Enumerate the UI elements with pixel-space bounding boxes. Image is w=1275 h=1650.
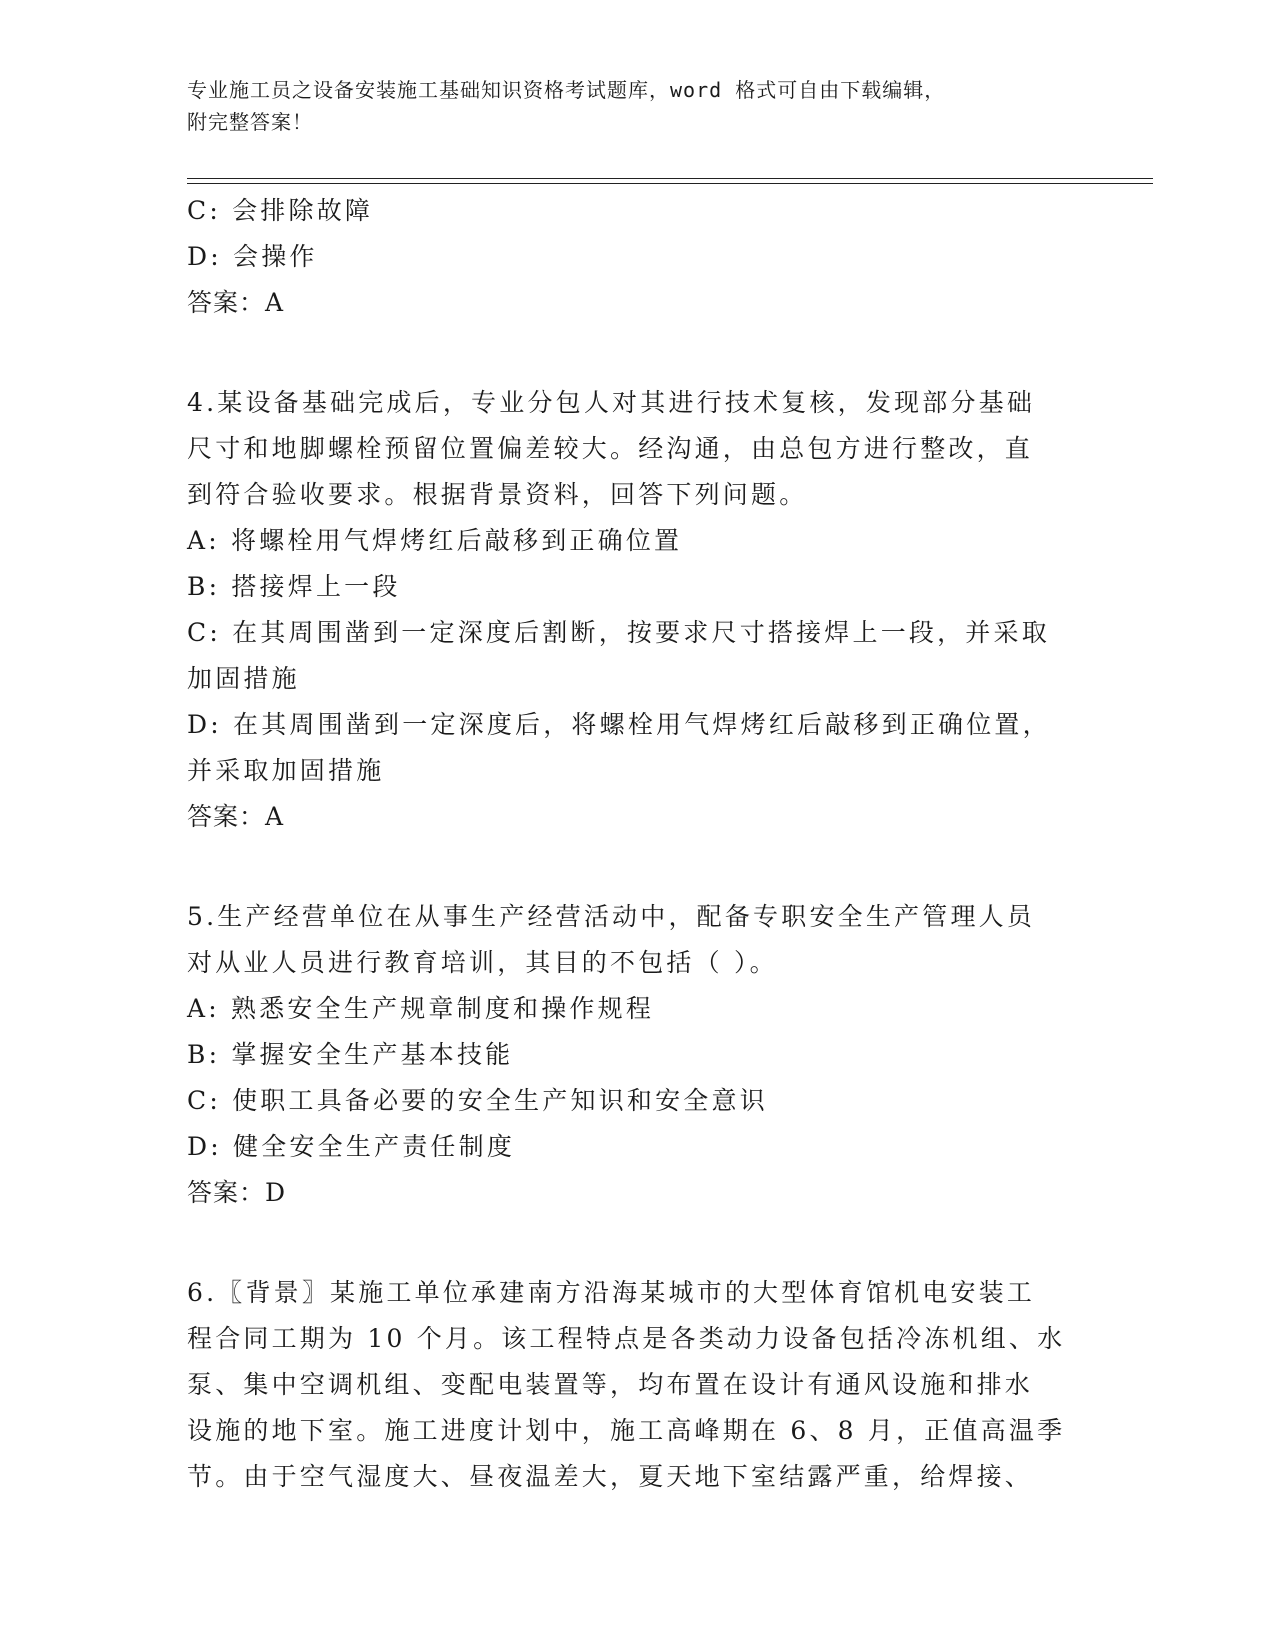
question-6 [187,1270,1087,1500]
header-title-line-1: 专业施工员之设备安装施工基础知识资格考试题库，word 格式可自由下载编辑， [187,78,946,102]
question-text-line: 泵、集中空调机组、变配电装置等，均布置在设计有通风设施和排水 [187,1370,1034,1399]
header-title-line-2: 附完整答案！ [187,110,313,134]
question-text-line: 到符合验收要求。根据背景资料，回答下列问题。 [187,480,808,509]
option-a: A: 熟悉安全生产规章制度和操作规程 [187,994,655,1023]
option-b: B: 掌握安全生产基本技能 [187,1040,514,1069]
option-d: D: 会操作 [187,242,318,271]
document-header [187,74,1067,138]
answer-label: 答案： [187,802,266,831]
question-text-line: 尺寸和地脚螺栓预留位置偏差较大。经沟通，由总包方进行整改，直 [187,434,1034,463]
option-a: A: 将螺栓用气焊烤红后敲移到正确位置 [187,526,683,555]
spacer [187,840,1087,894]
question-text-line: 5.生产经营单位在从事生产经营活动中，配备专职安全生产管理人员 [187,902,1036,931]
spacer [187,1216,1087,1270]
question-text-line: 程合同工期为 10 个月。该工程特点是各类动力设备包括冷冻机组、水 [187,1324,1066,1353]
question-text-line: 节。由于空气湿度大、昼夜温差大，夏天地下室结露严重，给焊接、 [187,1462,1034,1491]
answer-label: 答案： [187,288,266,317]
option-c: C: 在其周围凿到一定深度后割断，按要求尺寸搭接焊上一段，并采取 [187,618,1050,647]
answer-line [187,1170,1087,1216]
prev-question [187,188,1087,326]
question-text-line: 设施的地下室。施工进度计划中，施工高峰期在 6、8 月，正值高温季 [187,1416,1066,1445]
option-d: D: 在其周围凿到一定深度后，将螺栓用气焊烤红后敲移到正确位置， [187,710,1051,739]
question-text-line: 6.〖背景〗某施工单位承建南方沿海某城市的大型体育馆机电安装工 [187,1278,1036,1307]
answer-value: D [265,1178,287,1207]
answer-value: A [265,802,285,831]
question-4 [187,380,1087,840]
question-text-line: 4.某设备基础完成后，专业分包人对其进行技术复核，发现部分基础 [187,388,1036,417]
answer-line [187,280,1087,326]
header-divider-top [187,178,1153,179]
option-d-continued: 并采取加固措施 [187,756,385,785]
option-b: B: 搭接焊上一段 [187,572,401,601]
answer-label: 答案： [187,1178,266,1207]
question-5 [187,894,1087,1216]
option-c: C: 使职工具备必要的安全生产知识和安全意识 [187,1086,768,1115]
answer-line [187,794,1087,840]
answer-value: A [265,288,285,317]
spacer [187,326,1087,380]
header-divider-bottom [187,183,1153,184]
question-text-line: 对从业人员进行教育培训，其目的不包括（ ）。 [187,948,778,977]
document-body [187,188,1087,1500]
option-d: D: 健全安全生产责任制度 [187,1132,516,1161]
option-c: C: 会排除故障 [187,196,374,225]
option-c-continued: 加固措施 [187,664,300,693]
